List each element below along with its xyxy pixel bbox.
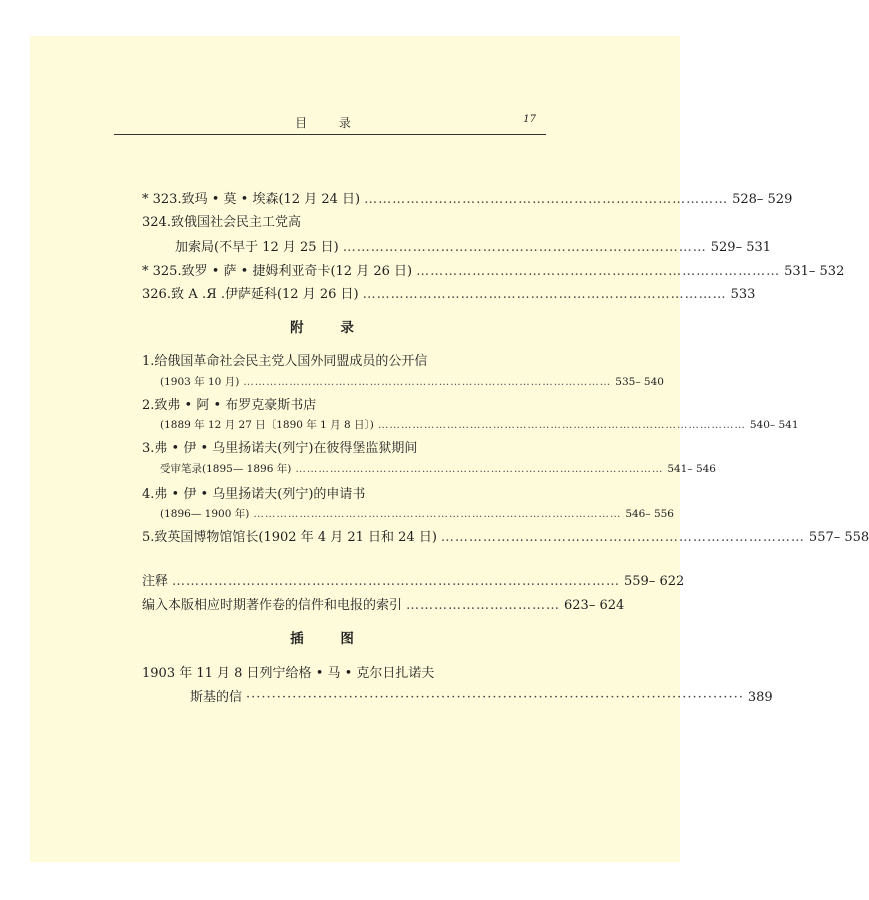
toc-entry-pages: 531– 532	[784, 264, 845, 279]
toc-entry-324-line1[interactable]	[142, 211, 301, 230]
toc-entry-pages: 546– 556	[625, 508, 674, 520]
toc-entry-title: 2.致弗 • 阿 • 布罗克豪斯书店	[142, 398, 317, 413]
toc-entry-pages: 557– 558	[808, 530, 869, 545]
dot-leader: ……………………………………………………………………	[342, 240, 707, 255]
toc-entry-pages: 389	[747, 690, 773, 705]
dot-leader: ……………………………………………………………………………………	[172, 574, 621, 589]
toc-entry-title: 斯基的信	[190, 690, 243, 705]
section-heading-illustrations: 插 图	[290, 631, 370, 647]
toc-entry-title: (1903 年 10 月)	[160, 376, 240, 388]
toc-entry-title: 受审笔录(1895— 1896 年)	[160, 463, 292, 475]
toc-entry-title: 4.弗 • 伊 • 乌里扬诺夫(列宁)的申请书	[142, 487, 366, 502]
toc-entry-325[interactable]	[142, 260, 845, 279]
appendix-item-1-line2[interactable]	[160, 374, 664, 389]
toc-entry-title: 324.致俄国社会民主工党高	[142, 215, 301, 230]
appendix-item-3-line1[interactable]	[142, 437, 417, 456]
appendix-item-2-line1[interactable]	[142, 394, 316, 413]
dot-leader: ……………………………………………………………………………………	[253, 508, 622, 520]
toc-entry-324-line2[interactable]	[175, 236, 772, 255]
toc-entry-pages: 541– 546	[667, 463, 716, 475]
toc-entry-title: (1889 年 12 月 27 日〔1890 年 1 月 8 日〕)	[160, 419, 374, 431]
toc-entry-title: 编入本版相应时期著作卷的信件和电报的索引	[142, 598, 403, 613]
toc-entry-title: 5.致英国博物馆馆长(1902 年 4 月 21 日和 24 日)	[142, 530, 437, 545]
toc-entry-pages: 559– 622	[624, 574, 685, 589]
dot-leader: ……………………………………………………………………………………	[243, 376, 612, 388]
dot-leader: ……………………………………………………………………………………	[377, 419, 746, 431]
dot-leader: ……………………………………………………………………	[440, 530, 805, 545]
toc-entry-title: 加索局(不早于 12 月 25 日)	[175, 240, 339, 255]
toc-entry-title: * 325.致罗 • 萨 • 捷姆利亚奇卡(12 月 26 日)	[142, 264, 413, 279]
toc-entry-pages: 535– 540	[615, 376, 664, 388]
toc-entry-title: 326.致 А .Я .伊萨延科(12 月 26 日)	[142, 287, 359, 302]
toc-entry-title: 注释	[142, 574, 169, 589]
section-heading-appendix: 附 录	[290, 320, 370, 336]
page-number: 17	[523, 114, 536, 125]
dot-leader: ……………………………………………………………………………………	[295, 463, 664, 475]
toc-entry-title: * 323.致玛 • 莫 • 埃森(12 月 24 日)	[142, 192, 361, 207]
page-header	[114, 112, 546, 135]
appendix-item-3-line2[interactable]	[160, 461, 716, 476]
appendix-item-4-line1[interactable]	[142, 483, 365, 502]
toc-entry-pages: 529– 531	[710, 240, 772, 255]
dot-leader: ……………………………………………………………………	[416, 264, 781, 279]
dot-leader: ……………………………………………………………………	[364, 192, 729, 207]
appendix-item-5[interactable]	[142, 526, 869, 545]
toc-entry-pages: 528– 529	[732, 192, 793, 207]
dot-leader: ……………………………	[406, 598, 561, 613]
appendix-item-4-line2[interactable]	[160, 506, 674, 521]
toc-entry-pages: 533	[730, 287, 756, 302]
toc-entry-title: 3.弗 • 伊 • 乌里扬诺夫(列宁)在彼得堡监狱期间	[142, 441, 418, 456]
toc-entry-notes[interactable]	[142, 570, 685, 589]
appendix-item-1-line1[interactable]	[142, 350, 427, 369]
toc-entry-pages: 623– 624	[564, 598, 625, 613]
toc-entry-pages: 540– 541	[749, 419, 799, 431]
toc-entry-title: (1896— 1900 年)	[160, 508, 250, 520]
illustration-entry-line2[interactable]	[190, 686, 773, 705]
illustration-entry-line1[interactable]: 1903 年 11 月 8 日列宁给格 • 马 • 克尔日扎诺夫	[142, 666, 435, 681]
dot-leader: ·································································································	[246, 690, 744, 705]
toc-entry-title: 1.给俄国革命社会民主党人国外同盟成员的公开信	[142, 354, 428, 369]
toc-entry-index[interactable]	[142, 594, 625, 613]
toc-entry-323[interactable]	[142, 188, 793, 207]
appendix-item-2-line2[interactable]	[160, 417, 799, 432]
dot-leader: ……………………………………………………………………	[362, 287, 727, 302]
header-title: 目 录	[295, 116, 365, 130]
toc-entry-326[interactable]	[142, 283, 756, 302]
